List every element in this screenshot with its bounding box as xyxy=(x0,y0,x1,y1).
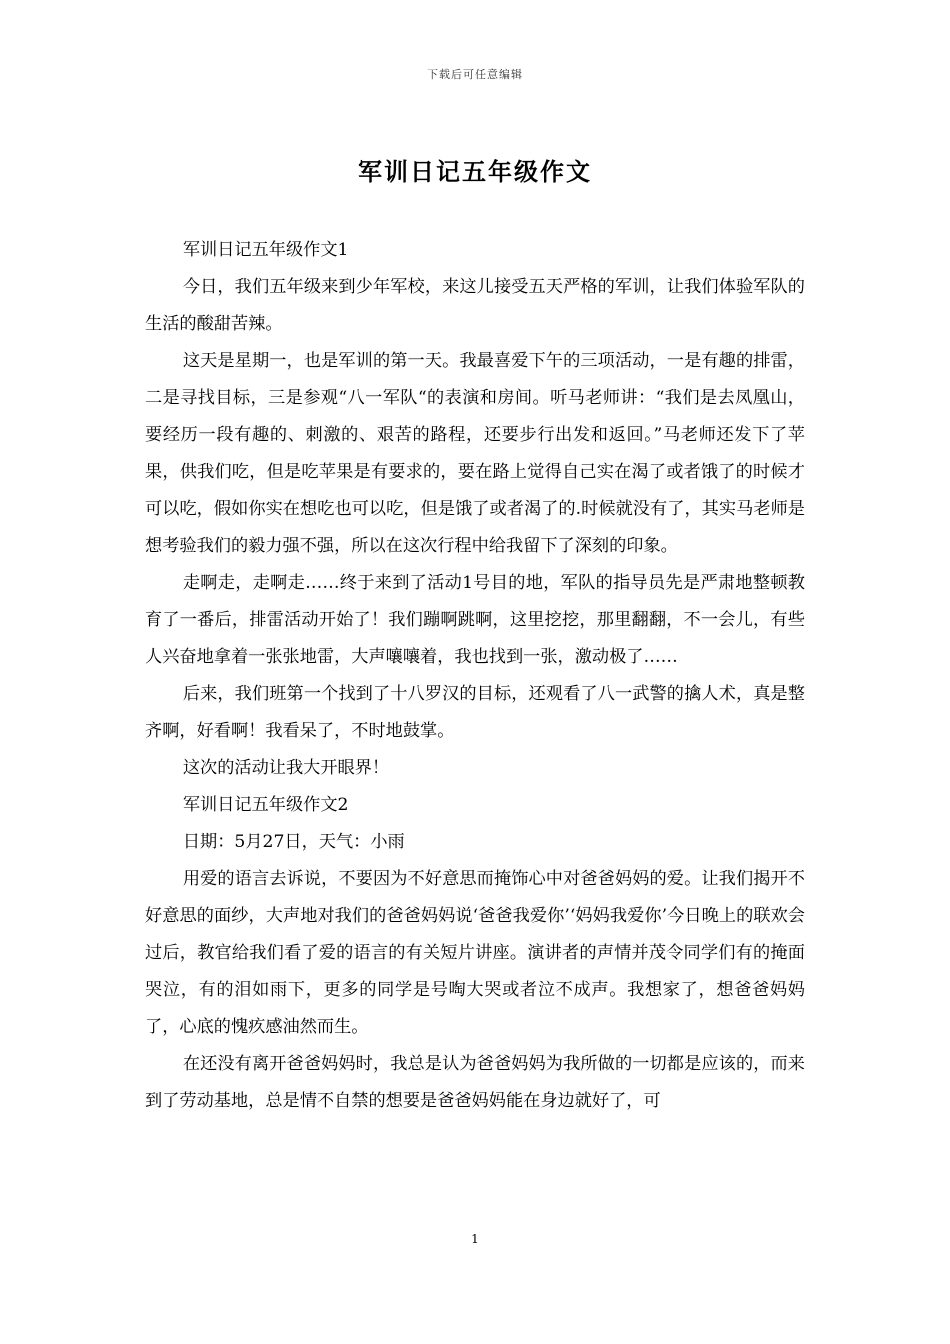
document-body xyxy=(145,232,805,1120)
paragraph: 在还没有离开爸爸妈妈时，我总是认为爸爸妈妈为我所做的一切都是应该的，而来到了劳动基地，总是情不自禁的想要是爸爸妈妈能在身边就好了，可 xyxy=(145,1054,805,1111)
page-header-note: 下载后可任意编辑 xyxy=(427,68,523,81)
date-weather-line: 日期：5月27日，天气：小雨 xyxy=(182,832,405,852)
paragraph: 走啊走，走啊走……终于来到了活动1号目的地，军队的指导员先是严肃地整顿教育了一番后，排雷活动开始了！我们蹦啊跳啊，这里挖挖，那里翻翻，不一会儿，有些人兴奋地拿着一张张地雷，大声嚷嚷着，我也找到一张，激动极了…… xyxy=(145,573,805,667)
paragraph: 后来，我们班第一个找到了十八罗汉的目标，还观看了八一武警的擒人术，真是整齐啊，好看啊！我看呆了，不时地鼓掌。 xyxy=(145,684,805,741)
paragraph: 这天是星期一，也是军训的第一天。我最喜爱下午的三项活动，一是有趣的排雷，二是寻找目标，三是参观“八一军队“的表演和房间。听马老师讲：“我们是去凤凰山，要经历一段有趣的、刺激的、艰苦的路程，还要步行出发和返回。”马老师还发下了苹果，供我们吃，但是吃苹果是有要求的，要在路上觉得自己实在渴了或者饿了的时候才可以吃，假如你实在想吃也可以吃，但是饿了或者渴了的.时候就没有了，其实马老师是想考验我们的毅力强不强，所以在这次行程中给我留下了深刻的印象。 xyxy=(145,351,805,556)
paragraph: 这次的活动让我大开眼界！ xyxy=(182,758,390,778)
section-heading-2: 军训日记五年级作文2 xyxy=(182,795,349,815)
paragraph: 今日，我们五年级来到少年军校，来这儿接受五天严格的军训，让我们体验军队的生活的酸甜苦辣。 xyxy=(145,277,805,334)
section-heading-1: 军训日记五年级作文1 xyxy=(182,240,349,260)
document-title: 军训日记五年级作文 xyxy=(358,157,592,186)
page-number: 1 xyxy=(471,1232,479,1246)
paragraph: 用爱的语言去诉说，不要因为不好意思而掩饰心中对爸爸妈妈的爱。让我们揭开不好意思的面纱，大声地对我们的爸爸妈妈说‘爸爸我爱你’‘妈妈我爱你’今日晚上的联欢会过后，教官给我们看了爱的语言的有关短片讲座。演讲者的声情并茂令同学们有的掩面哭泣，有的泪如雨下，更多的同学是号啕大哭或者泣不成声。我想家了，想爸爸妈妈了，心底的愧疚感油然而生。 xyxy=(145,869,805,1037)
